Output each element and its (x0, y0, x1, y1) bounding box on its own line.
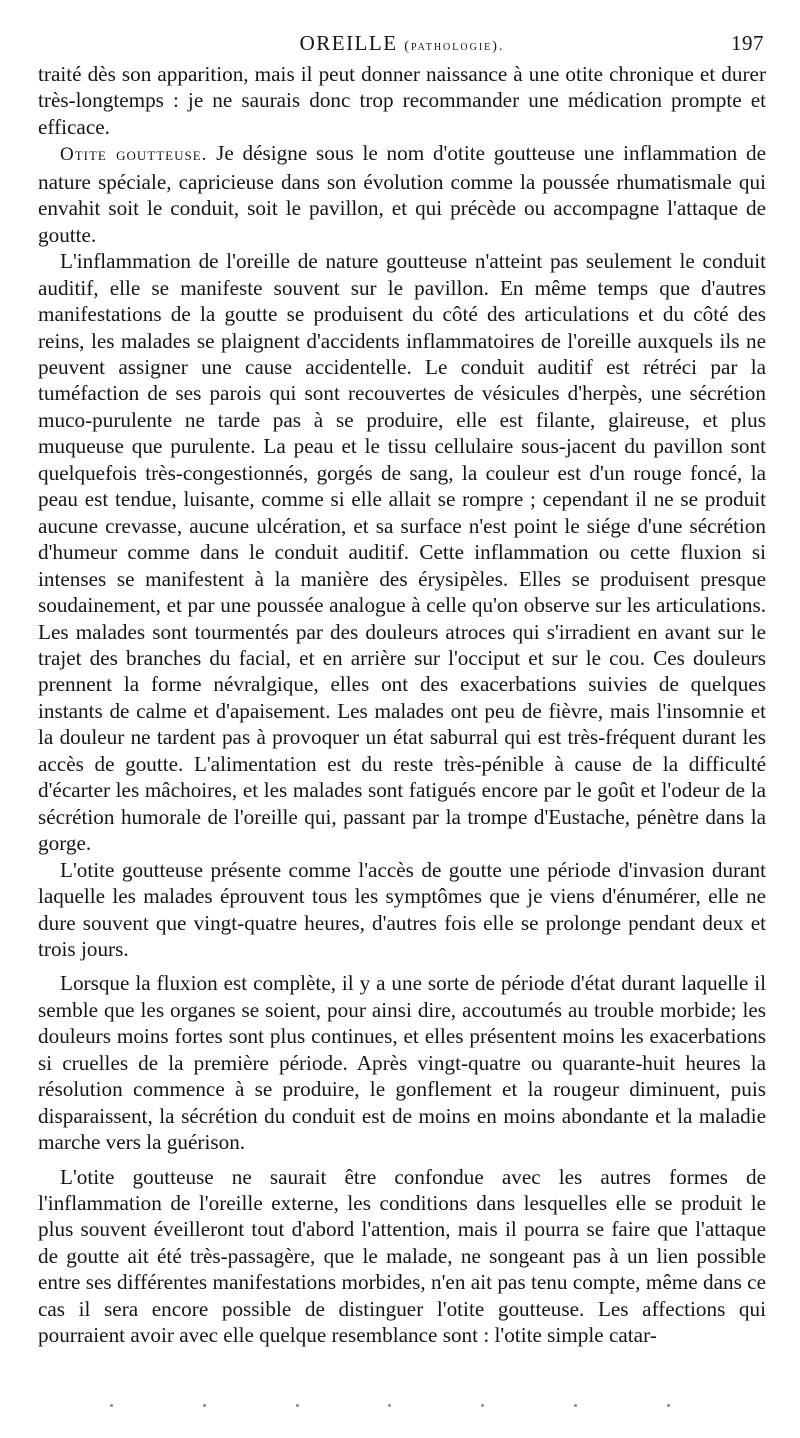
scan-dot (203, 1404, 206, 1407)
scan-dot (296, 1404, 299, 1407)
paragraph-invasion: L'otite goutteuse présente comme l'accès de goutte une période d'invasion durant laquelle les malades éprouvent tous les symptômes que je viens d'énumérer, elle ne dure souvent que vingt-quatre heures, d'autres fois elle se prolonge pendant deux et trois jours. (38, 857, 766, 961)
paragraph-text: Je désigne sous le nom d'otite goutteuse une inflammation de nature spéciale, capricieuse dans son évolution comme la poussée rhumatismale qui envahit soit le conduit, soit le pavillon, et qui précède ou accompagne l'attaque de goutte. (38, 141, 766, 247)
scan-dot (481, 1404, 484, 1407)
bottom-scan-marks (110, 1404, 670, 1408)
running-title-main: OREILLE (299, 31, 398, 55)
body-text (38, 61, 766, 1349)
running-header (38, 30, 766, 56)
scan-dot (574, 1404, 577, 1407)
paragraph-diagnostic: L'otite goutteuse ne saurait être confondue avec les autres formes de l'inflammation de l'oreille externe, les conditions dans lesquelles elle se produit le plus souvent éveilleront tout d'abord l'attention, mais il pourra se faire que l'attaque de goutte ait été très-passagère, que le malade, ne songeant pas à un lien possible entre ses différentes manifestations morbides, n'en ait pas tenu compte, même dans ce cas il sera encore possible de distinguer l'otite goutteuse. Les affections qui pourraient avoir avec elle quelque resemblance sont : l'otite simple catar- (38, 1164, 766, 1348)
scan-dot (667, 1404, 670, 1407)
page-number: 197 (731, 31, 764, 55)
running-title-subject: (pathologie). (404, 39, 505, 54)
scan-dot (388, 1404, 391, 1407)
running-title (38, 30, 766, 60)
paragraph-inflammation: L'inflammation de l'oreille de nature goutteuse n'atteint pas seulement le conduit auditif, elle se manifeste souvent sur le pavillon. En même temps que d'autres manifestations de la goutte se produisent du côté des articulations et du côté des reins, les malades se plaignent d'accidents inflammatoires de l'oreille auxquels ils ne peuvent assigner une cause accidentelle. Le conduit auditif est rétréci par la tuméfaction de ses parois qui sont recouvertes de vésicules d'herpès, une sécrétion muco-purulente ne tarde pas à se produire, elle est filante, glaireuse, et plus muqueuse que purulente. La peau et le tissu cellulaire sous-jacent du pavillon sont quelquefois très-congestionnés, gorgés de sang, la couleur est d'un rouge foncé, la peau est tendue, luisante, comme si elle allait se rompre ; cependant il ne se produit aucune crevasse, aucune ulcération, et sa surface n'est point le siége d'une sécrétion d'humeur comme dans le conduit auditif. Cette inflammation ou cette fluxion si intenses se manifestent à la manière des érysipèles. Elles se produisent presque soudainement, et par une poussée analogue à celle qu'on observe sur les articulations. Les malades sont tourmentés par des douleurs atroces qui s'irradient en avant sur le trajet des branches du facial, et en arrière sur l'occiput et sur le cou. Ces douleurs prennent la forme névralgique, elles ont des exacerbations suivies de quelques instants de calme et d'apaisement. Les malades ont peu de fièvre, mais l'insomnie et la douleur ne tardent pas à provoquer un état saburral qui est très-fréquent durant les accès de goutte. L'alimentation est du reste très-pénible à cause de la difficulté d'écarter les mâchoires, et les malades sont fatigués encore par le goût et l'odeur de la sécrétion humorale de l'oreille qui, passant par la trompe d'Eustache, pénètre dans la gorge. (38, 249, 766, 856)
paragraph-continuation: traité dès son apparition, mais il peut donner naissance à une otite chronique et durer très-longtemps : je ne saurais donc trop recommander une médication prompte et efficace. (38, 62, 766, 139)
section-heading: Otite goutteuse. (60, 144, 208, 166)
paragraph-otite-goutteuse (38, 140, 766, 248)
scan-dot (110, 1404, 113, 1407)
paragraph-periode-etat: Lorsque la fluxion est complète, il y a une sorte de période d'état durant laquelle il semble que les organes se soient, pour ainsi dire, accoutumés au trouble morbide; les douleurs moins fortes sont plus continues, et elles présentent moins les exacerbations si cruelles de la première période. Après vingt-quatre ou quarante-huit heures la résolution commence à se produire, le gonflement et la rougeur diminuent, puis disparaissent, la sécrétion du conduit est de moins en moins abondante et la maladie marche vers la guérison. (38, 971, 766, 1155)
